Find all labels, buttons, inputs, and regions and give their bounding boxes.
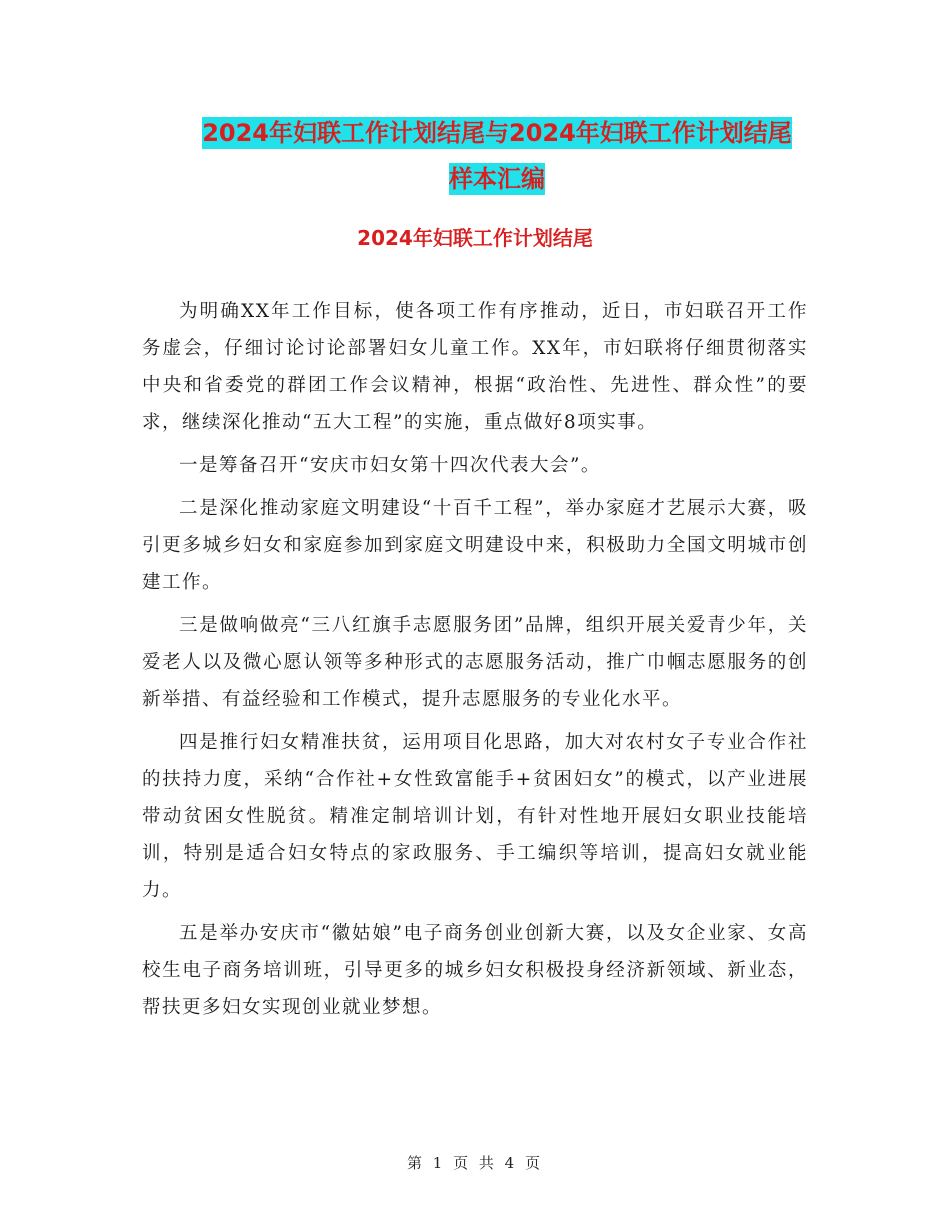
paragraph-item-3: 三是做响做亮“三八红旗手志愿服务团”品牌，组织开展关爱青少年，关爱老人以及微心愿认领等多种形式的志愿服务活动，推广巾帼志愿服务的创新举措、有益经验和工作模式，提升志愿服务的专业化水平。 <box>142 615 808 710</box>
document-title <box>140 110 854 202</box>
paragraph-item-1: 一是筹备召开“安庆市妇女第十四次代表大会”。 <box>179 455 601 476</box>
title-line-1: 2024年妇联工作计划结尾与2024年妇联工作计划结尾 <box>202 119 792 147</box>
paragraph-item-2: 二是深化推动家庭文明建设“十百千工程”，举办家庭才艺展示大赛，吸引更多城乡妇女和家庭参加到家庭文明建设中来，积极助力全国文明城市创建工作。 <box>142 498 808 593</box>
paragraph-intro: 为明确XX年工作目标，使各项工作有序推动，近日，市妇联召开工作务虚会，仔细讨论讨论部署妇女儿童工作。XX年，市妇联将仔细贯彻落实中央和省委党的群团工作会议精神，根据“政治性、先进性、群众性”的要求，继续深化推动“五大工程”的实施，重点做好8项实事。 <box>142 301 808 433</box>
document-body <box>142 293 808 1032</box>
paragraph-item-4: 四是推行妇女精准扶贫，运用项目化思路，加大对农村女子专业合作社的扶持力度，采纳“合作社+女性致富能手+贫困妇女”的模式，以产业进展带动贫困女性脱贫。精准定制培训计划，有针对性地开展妇女职业技能培训，特别是适合妇女特点的家政服务、手工编织等培训，提高妇女就业能力。 <box>142 732 808 901</box>
section-title: 2024年妇联工作计划结尾 <box>357 226 593 250</box>
page-number-footer: 第 1 页 共 4 页 <box>407 1154 543 1172</box>
title-line-2: 样本汇编 <box>449 165 545 193</box>
paragraph-item-5: 五是举办安庆市“徽姑娘”电子商务创业创新大赛，以及女企业家、女高校生电子商务培训班，引导更多的城乡妇女积极投身经济新领域、新业态，帮扶更多妇女实现创业就业梦想。 <box>142 923 808 1018</box>
